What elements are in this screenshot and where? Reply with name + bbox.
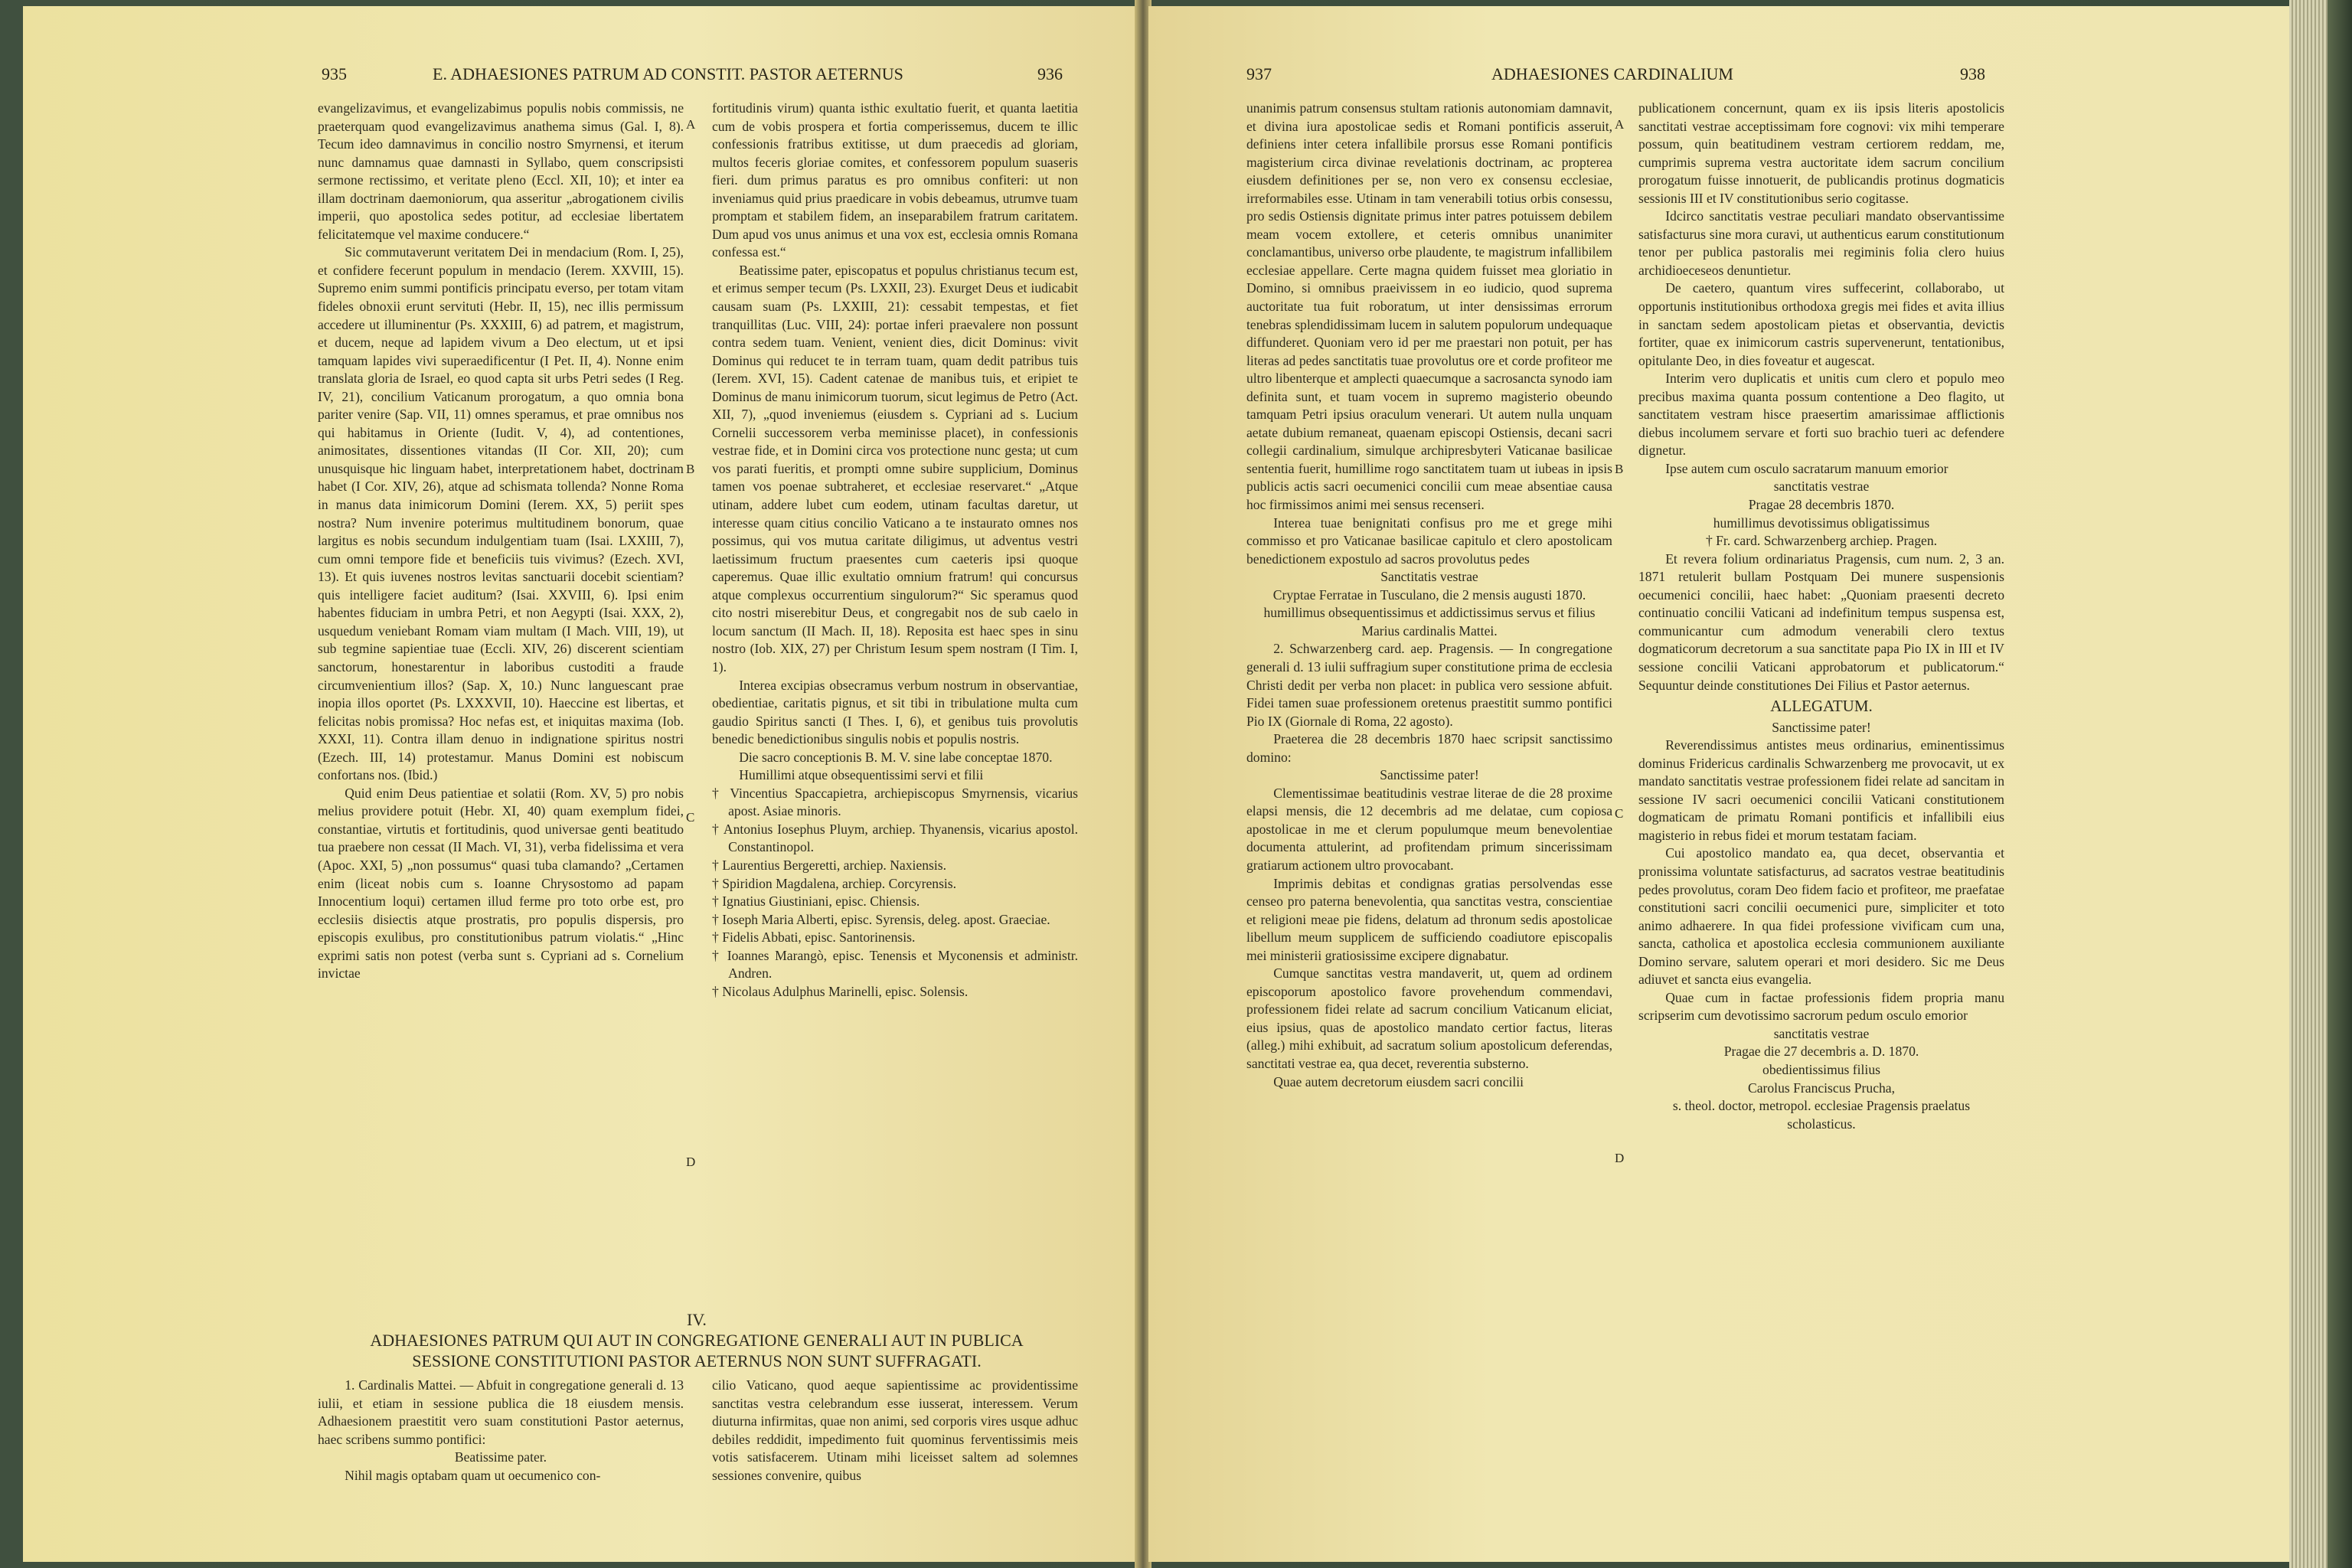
closing: Pragae 28 decembris 1870. xyxy=(1748,497,1895,513)
salutation: Beatissime pater. xyxy=(454,1449,547,1465)
margin-letter-d: D xyxy=(686,1155,696,1169)
margin-letter-b: B xyxy=(686,462,695,476)
signatories-intro: Humillimi atque obsequentissimi servi et filii xyxy=(739,767,984,783)
paragraph: Ipse autem cum osculo sacratarum manuum emorior xyxy=(1665,460,1949,476)
signatory: † Ioseph Maria Alberti, episc. Syrensis, deleg. apost. Graeciae. xyxy=(712,911,1050,927)
signatory: † Nicolaus Adulphus Marinelli, episc. Solensis. xyxy=(712,983,969,999)
paragraph: Interim vero duplicatis et unitis cum clero et populo meo precibus maxima quanta possum contentione a Deo flagito, ut sanctitatem vestram hisce praesertim amarissimae afflictionis diebus incolumem servare et forti suo brachio tueri ac defendere dignetur. xyxy=(1638,371,2004,459)
paragraph: Clementissimae beatitudinis vestrae literae de die 28 proxime elapsi mensis, die 12 decembris ad me delatae, cum copiosa apostolicae in me et clerum populumque meum benevolentiae documenta attulerint, ad profitendam primum sincerissimam gratiarum actionem ultro provocabant. xyxy=(1246,785,1612,873)
closing-signature: † Fr. card. Schwarzenberg archiep. Pragen. xyxy=(1705,533,1938,549)
page-number-936: 936 xyxy=(1037,64,1063,83)
paragraph: Beatissime pater, episcopatus et populus christianus tecum est, et erimus semper tecum (Ps. LXXII, 23). Exurget Deus et iudicabit causam suam (Ps. LXXIII, 21): cessabit tempestas, et fiet tranquillitas (Luc. VIII, 24): portae inferi praevalere non possunt contra sedem tuam. Venient, venient dies, dicit Dominus: vivit Dominus qui reducet te in terram tuam, quam dedit patribus tuis (Ierem. XVI, 15). Cadent catenae de manibus tuis, et eripiet te Dominus de manu inimicorum tuorum, sicut legimus de Petro (Act. XII, 7), „quod inveniemus (eiusdem s. Cypriani ad s. Lucium Cornelii successorem verba meminisse placet), in confessionis vestrae fide, et in Domini circa vos protectione nunc gesta; ut cum vos parati fueritis, et prompti omne subire supplicium, Dominus tamen vos poenae subtraheret, et ecclesiae reservaret.“ „Atque utinam, addere lubet cum eodem, utinam facultas daretur, ut interesse quam citius concilio Vaticano a te instaurato omnes nos possimus, qui vos mutua caritate diligimus, ut adventus vestri laetissimum fructum praesentes cum caeteris ipsi quoque caperemus. Quae illic exultatio omnium fratrum! qui concursus atque complexus occurrentium singulorum?“ Sic speramus quod cito nostri miserebitur Deus, et congregabit nos de sub caelo in locum sanctum (II Mach. II, 18). Reposita est haec spes in sinu nostro (Iob. XIX, 27) per Christum Iesum spem nostram (I Tim. I, 1). xyxy=(712,262,1078,675)
paragraph: Cui apostolico mandato ea, qua decet, observantia et pronissima voluntate satisfacturus, ad sacratos vestrae beatitudinis pedes provolutus, coram Deo fidem facio et profiteor, me praefatae constitutioni sacri concilii oecumenici pure, simpliciter et toto animo adhaerere. In qua fidei professione vivificam cum una, sancta, catholica et apostolica ecclesia communionem auxiliante Domino servare, salutem operari et mori desidero. Sic me Deus adiuvet et sancta eius evangelia. xyxy=(1638,845,2004,988)
paragraph: Die sacro conceptionis B. M. V. sine labe conceptae 1870. xyxy=(739,749,1053,765)
paragraph: evangelizavimus, et evangelizabimus populis nobis commissis, ne praeterquam quod evangelizavimus anathema simus (Gal. I, 8). Tecum ideo damnavimus in concilio nostro Smyrnensi, et iterum nunc damnamus quae damnasti in Syllabo, quem conscripsisti sermone rectissimo, et veritate pleno (Eccl. XII, 10); et inter ea illam doctrinam daemoniorum, qua asseritur „abrogationem civilis imperii, quo apostolica sedes potitur, ad ecclesiae libertatem felicitatemque vel maxime conducere.“ xyxy=(318,100,684,242)
paragraph: Nihil magis optabam quam ut oecumenico con- xyxy=(345,1467,601,1483)
paragraph: fortitudinis virum) quanta isthic exultatio fuerit, et quanta laetitia cum de vobis prospera et fortia comperissemus, ducem te illic confessionis fratribus extitisse, ut dum praecedis ad gloriam, multos feceris gloriae comites, et confessorem populum suaseris fieri. dum primus paratus es pro omnibus confiteri: ut non inveniamus quid prius praedicare in vobis debeamus, utrumve tuam promptam et stabilem fidem, an inseparabilem fratrum caritatem. Dum apud vos unus animus et una vox est, ecclesia omnis Romana confessa est.“ xyxy=(712,100,1078,260)
running-head-left: E. ADHAESIONES PATRUM AD CONSTIT. PASTOR AETERNUS xyxy=(433,64,903,83)
running-head-right: ADHAESIONES CARDINALIUM xyxy=(1491,64,1733,83)
paragraph: unanimis patrum consensus stultam rationis autonomiam damnavit, et divina iura apostolicae sedis et Romani pontificis asseruit, definiens inter cetera infallibile prorsus esse Romani pontificis magisterium circa divinae revelationis doctrinam, ac propterea eiusdem definitiones per se, non vero ex consensu ecclesiae, irreformabiles esse. Utinam in tam venerabili totius orbis consessu, pro sedis Ostiensis dignitate primus inter patres potuissem debilem meam vocem extollere, et ceteris omnibus unanimiter conclamantibus, universo orbe plaudente, te magistrum infallibilem ecclesiae appellare. Certe magna quidem fuisset mea gloriatio in Domino, si omnibus praeivissem in eo iudicio, quod suprema auctoritate tua fuit roboratum, ut inter densissimas errorum tenebras splendidissimam lucem in salutem populorum undequaque diffunderet. Quoniam vero id per me praestari non potuit, per has literas ad pedes sanctitatis tuae provolutus ore et corde profiteor me ultro libenterque et amplecti quaecumque a sacrosancta synodo iam definita sunt, et tuam vocem in supremo magisterio obeundo tamquam Petri ipsius oraculum venerari. Ut autem nulla unquam aetate dubium remaneat, quaenam episcopi Ostiensis, decani sacri collegii cardinalium, simulque archipresbyteri Vaticanae basilicae sententia fuerit, humillime rogo sanctitatem tuam ut iubeas in ipsis publicis actis sacri oecumenici concilii cum meae absentiae causa hoc firmissimos animi mei sensus recenseri. xyxy=(1246,100,1612,513)
paragraph: Et revera folium ordinariatus Pragensis, cum num. 2, 3 an. 1871 retulerit bullam Postquam Dei munere suspensionis oecumenici concilii, haec habet: „Quoniam praesenti decreto continuatio concilii Vaticani ad indefinitum tempus suspensa est, communicantur cum admodum venerabili clero textus dogmaticorum decretorum a sua sanctitate papa Pio IX in III et IV sessione concilii Vaticani approbatorum et publicatorum.“ Sequuntur deinde constitutiones Dei Filius et Pastor aeternus. xyxy=(1638,550,2004,693)
paragraph: Quae autem decretorum eiusdem sacri concilii xyxy=(1273,1073,1524,1089)
signatory: † Vincentius Spaccapietra, archiepiscopus Smyrnensis, vicarius apost. Asiae minoris. xyxy=(712,785,1078,819)
page-number-938: 938 xyxy=(1960,64,1985,83)
signatory: † Laurentius Bergeretti, archiep. Naxiensis. xyxy=(712,857,947,873)
section-number: IV. xyxy=(687,1310,707,1329)
paragraph: cilio Vaticano, quod aeque sapientissime ac providentissime sanctitas vestra celebrandum esse iusserat, interessem. Verum diuturna infirmitas, quae non animi, sed corporis vires usque adhuc debiles reddidit, impedimento fuit quominus ferventissimis meis votis satisfacerem. Utinam mihi liceisset saltem ad solemnes sessiones convenire, quibus xyxy=(712,1377,1078,1483)
left-column-2 xyxy=(712,100,1078,1001)
closing: obedientissimus filius xyxy=(1762,1061,1880,1077)
paragraph: Interea excipias obsecramus verbum nostrum in observantiae, obedientiae, caritatis pignus, et sit tibi in tribulatione multa cum gaudio Spiritus sancti (I Thes. I, 6), et genibus tuis provolutis benedic benedictionibus singulis nobis et populis nostris. xyxy=(712,677,1078,747)
closing: sanctitatis vestrae xyxy=(1773,479,1870,495)
paragraph: Quae cum in factae professionis fidem propria manu scripserim cum devotissimo sacrorum pedum osculo emorior xyxy=(1638,989,2004,1024)
book-binding xyxy=(2328,0,2352,1568)
closing: Cryptae Ferratae in Tusculano, die 2 mensis augusti 1870. xyxy=(1272,586,1586,603)
paragraph: Imprimis debitas et condignas gratias persolvendas esse censeo pro paterna benevolentia, qua sanctitas vestra, conscientiae et religioni meae pie fidens, delatum ad thronum sedis apostolicae libellum meum supplicem de sufficiendo coadiutore episcopalis mei ministerii gratiosissime excipere dignabatur. xyxy=(1246,875,1612,963)
signatory: † Spiridion Magdalena, archiep. Corcyrensis. xyxy=(712,875,957,891)
paragraph: Reverendissimus antistes meus ordinarius, eminentissimus dominus Fridericus cardinalis Schwarzenberg me provocavit, ut ex mandato sanctitatis vestrae professionem fidei relate ad sancitam in sessione IV sacri oecumenici concilii Vaticani constitutionem dogmaticam de primatu Romani pontificis et infallibili eius magisterio in rebus fidei et morum testatam faciam. xyxy=(1638,737,2004,843)
signatory: † Antonius Iosephus Pluym, archiep. Thyanensis, vicarius apostol. Constantinopol. xyxy=(712,821,1078,855)
paragraph: Praeterea die 28 decembris 1870 haec scripsit sanctissimo domino: xyxy=(1246,731,1612,765)
paragraph: Quid enim Deus patientiae et solatii (Rom. XV, 5) pro nobis melius providere potuit (Hebr. XI, 40) quam exemplum fidei, constantiae, virtutis et fortitudinis, quod universae genti beatitudo tua praebere non cessat (II Mach. VI, 31), verba fidelissima et vera (Apoc. XXI, 5) „non possumus“ quasi tuba clamando? „Certamen enim (liceat nobis cum s. Ioanne Chrysostomo ad papam Innocentium loqui) certamen illud ferme pro toto orbe est, pro ecclesiis disiectis atque prostratis, pro populis dispersis, pro episcopis exulibus, pro constitutionibus patrum violatis.“ „Hinc exprimi satis non potest (verba sunt s. Cypriani ad s. Cornelium invictae xyxy=(318,785,684,982)
left-page xyxy=(23,6,1136,1562)
closing-signature: Marius cardinalis Mattei. xyxy=(1361,622,1498,639)
right-column-1 xyxy=(1246,100,1612,1091)
paragraph: Cumque sanctitas vestra mandaverit, ut, quem ad ordinem episcoporum apostolico favore provehendum commendavi, professionem fidei relate ad sacrum concilium Vaticanum eliciat, eius ipsius, quas de apostolico mandato certior factus, literas (alleg.) mihi exhibuit, ad sacratum solium apostolicum deferendas, sanctitati vestrae ea, qua decet, reverentia substerno. xyxy=(1246,965,1612,1071)
page-number-937: 937 xyxy=(1246,64,1272,83)
paragraph: 1. Cardinalis Mattei. — Abfuit in congregatione generali d. 13 iulii, et etiam in sessione publica die 18 eiusdem mensis. Adhaesionem praestitit vero suam constitutioni Pastor aeternus, haec scribens summo pontifici: xyxy=(318,1377,684,1447)
paragraph: Sic commutaverunt veritatem Dei in mendacium (Rom. I, 25), et confidere fecerunt populum in mendacio (Ierem. XXVIII, 15). Supremo enim summi pontificis principatu everso, per totam vitam fideles obnoxii erunt servituti (Hebr. II, 15), nec illis permissum accedere ut illuminentur (Ps. XXXIII, 6) ad patrem, et magistrum, et ducem, neque ad lapidem vivum a Deo electum, ut et ipsi tamquam lapides vivi superaedificentur (I Pet. II, 4). Nonne enim translata gloria de Israel, eo quod capta sit urbs Petri sedes (I Reg. IV, 21), concilium Vaticanum prorogatum, a quo omnia bona pariter venire (Sap. VII, 11) omnes speramus, et prae omnibus nos qui habitamus in Oriente (Iudit. V, 4), ad contentiones, animositates, dissentiones vitandas (II Cor. XII, 20); cum unusquisque hic linguam habet, interpretationem habet, doctrinam habet (I Cor. XIV, 26), atque ad schismata tollenda? Nonne Roma in manus data inimicorum Domini (Ierem. XX, 5) periit spes nostra? Num invenire poterimus multitudinem bonorum, quae largitus es nobis secundum indulgentiam tuam (Isai. LXXIII, 7), cum omni tempore fide et beneficiis tuis vivimus? (Ezech. XVI, 13). Et quis iuvenes nostros levitas sanctuarii docebit scientiam? quis intelligere faciet auditum? (Isai. XXVIII, 6). Ipsi enim habentes fiduciam in umbra Petri, et non Aegypti (Isai. XXX, 2), usquedum veniebant Romam viam multam (I Mach. VIII, 19), ut sub tegmine sapientiae tuae (Eccli. XIV, 26) discerent scientiam sanctorum, honestarentur in laboribus custoditi a fraude circumvenientium illos? (Sap. X, 10.) Nunc languescant prae inopia illos oportet (Ps. LXXXVII, 10). Haeccine est libertas, et felicitas nobis promissa? Hoc nefas est, et iniquitas maxima (Iob. XXXI, 11). Contra illam denuo in indignatione spiritus nostri (Ezech. III, 14) protestamur. Manus Domini est nobiscum confortans nos. (Ibid.) xyxy=(318,244,684,783)
page-number-935: 935 xyxy=(322,64,347,83)
margin-letter-d: D xyxy=(1615,1151,1625,1165)
paragraph: De caetero, quantum vires suffecerint, collaborabo, ut opportunis institutionibus orthodoxa gregis mei fides et avita illius in sanctam sedem apostolicam pietas et observantia, devictis fortiter, quae ex inimicorum castris supervenerunt, tentationibus, opitulante Deo, in dies foveatur et augescat. xyxy=(1638,280,2004,368)
closing: Pragae die 27 decembris a. D. 1870. xyxy=(1723,1044,1919,1060)
margin-letter-c: C xyxy=(1615,806,1624,821)
signatory: † Ignatius Giustiniani, episc. Chiensis. xyxy=(712,893,920,910)
closing-signature: Carolus Franciscus Prucha, xyxy=(1747,1080,1896,1096)
paragraph: Idcirco sanctitatis vestrae peculiari mandato observantissime satisfacturus sine mora curavi, ut authenticus earum constitutionum tenor per publica pastoralis mei regiminis folia clero huius archidioeceseos denuntietur. xyxy=(1638,208,2004,278)
paragraph: 2. Schwarzenberg card. aep. Pragensis. — In congregatione generali d. 13 iulii suffragium super constitutione prima de ecclesia Christi dedit per verba non placet: in publica vero sessione abfuit. Fidei tamen suae professionem oretenus praestitit summo pontifici Pio IX (Giornale di Roma, 22 agosto). xyxy=(1246,641,1612,729)
signatory: † Ioannes Marangò, episc. Tenensis et Myconensis et administr. Andren. xyxy=(712,947,1078,982)
section-title-line-2: SESSIONE CONSTITUTIONI PASTOR AETERNUS NON SUNT SUFFRAGATI. xyxy=(412,1351,982,1370)
margin-letter-a: A xyxy=(686,117,696,132)
bottom-left-column-2 xyxy=(712,1377,1078,1485)
paragraph: Interea tuae benignitati confisus pro me et grege mihi commisso et pro Vaticanae basilicae capitulo et clero apostolicam benedictionem expostulo ad sacros provolutus pedes xyxy=(1246,514,1612,567)
closing: humillimus obsequentissimus et addictissimus servus et filius xyxy=(1263,605,1596,621)
margin-letter-a: A xyxy=(1615,117,1625,132)
salutation: Sanctissime pater! xyxy=(1380,767,1479,783)
signatory: † Fidelis Abbati, episc. Santorinensis. xyxy=(712,929,916,946)
allegatum-heading: ALLEGATUM. xyxy=(1770,697,1873,716)
margin-letter-b: B xyxy=(1615,462,1624,476)
section-heading xyxy=(337,1309,1057,1371)
bottom-left-column-1 xyxy=(318,1377,684,1485)
right-column-2 xyxy=(1638,100,2004,1133)
margin-letter-c: C xyxy=(686,810,695,825)
right-page xyxy=(1148,6,2289,1562)
section-title-line-1: ADHAESIONES PATRUM QUI AUT IN CONGREGATIONE GENERALI AUT IN PUBLICA xyxy=(370,1331,1024,1350)
closing: sanctitatis vestrae xyxy=(1773,1025,1870,1041)
paragraph: publicationem concernunt, quam ex iis ipsis literis apostolicis sanctitati vestrae acceptissimam fore cognovi: vix mihi temperare possum, quin beatitudinem vestram certiorem reddam, me, cumprimis suprema vestra auctoritate idem sacrum concilium prorogatum fuisse innotuerit, de publicandis protinus dogmaticis sessionis III et IV constitutionibus serio cogitasse. xyxy=(1638,100,2004,206)
closing: Sanctitatis vestrae xyxy=(1380,569,1478,585)
salutation: Sanctissime pater! xyxy=(1772,719,1871,735)
closing-signature: s. theol. doctor, metropol. ecclesiae Pragensis praelatus scholasticus. xyxy=(1672,1098,1971,1132)
left-column-1 xyxy=(318,100,684,983)
closing: humillimus devotissimus obligatissimus xyxy=(1713,514,1930,531)
